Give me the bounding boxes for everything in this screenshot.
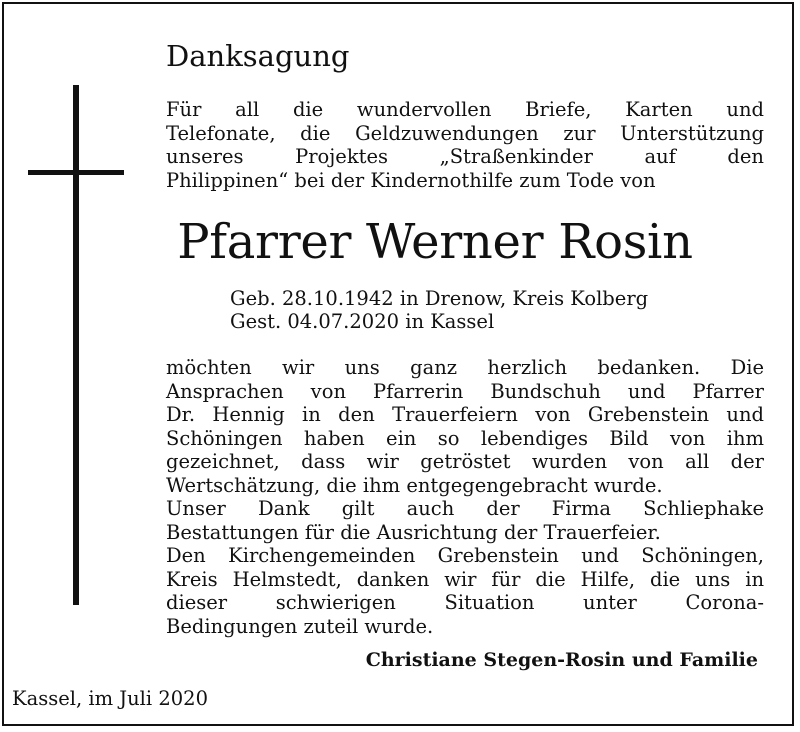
body-line: Schöningen haben ein so lebendiges Bild von ihm (166, 426, 764, 450)
life-dates (230, 287, 648, 333)
intro-paragraph (166, 98, 764, 192)
body-line: Unser Dank gilt auch der Firma Schliephake (166, 497, 764, 520)
signature: Christiane Stegen-Rosin und Familie (365, 649, 758, 671)
body-line: gezeichnet, dass wir getröstet wurden von all der (166, 450, 764, 473)
body-line: Den Kirchengemeinden Grebenstein und Schöningen, (166, 544, 764, 567)
cross-horizontal-bar (28, 170, 124, 175)
place-and-date: Kassel, im Juli 2020 (12, 687, 208, 710)
notice-heading: Danksagung (166, 39, 350, 73)
body-line: Bestattungen für die Ausrichtung der Trauerfeier. (166, 520, 661, 544)
body-line: Ansprachen von Pfarrerin Bundschuh und Pfarrer (166, 379, 764, 403)
death-date: Gest. 04.07.2020 in Kassel (230, 310, 495, 333)
cross-vertical-bar (73, 85, 79, 605)
body-line: Bedingungen zuteil wurde. (166, 614, 434, 638)
thanks-paragraph (166, 356, 764, 638)
deceased-name: Pfarrer Werner Rosin (177, 214, 693, 270)
intro-line: Für all die wundervollen Briefe, Karten und (166, 98, 764, 121)
body-line: Dr. Hennig in den Trauerfeiern von Grebenstein und (166, 403, 764, 426)
intro-line: Telefonate, die Geldzuwendungen zur Unterstützung (166, 121, 764, 145)
body-line: Wertschätzung, die ihm entgegengebracht wurde. (166, 473, 663, 497)
intro-line: Philippinen“ bei der Kindernothilfe zum Tode von (166, 168, 656, 192)
body-line: Kreis Helmstedt, danken wir für die Hilfe, die uns in (166, 567, 764, 591)
intro-line: unseres Projektes „Straßenkinder auf den (166, 145, 764, 168)
body-line: möchten wir uns ganz herzlich bedanken. Die (166, 356, 764, 379)
body-line: dieser schwierigen Situation unter Corona- (166, 591, 764, 614)
birth-date: Geb. 28.10.1942 in Drenow, Kreis Kolberg (230, 287, 649, 310)
